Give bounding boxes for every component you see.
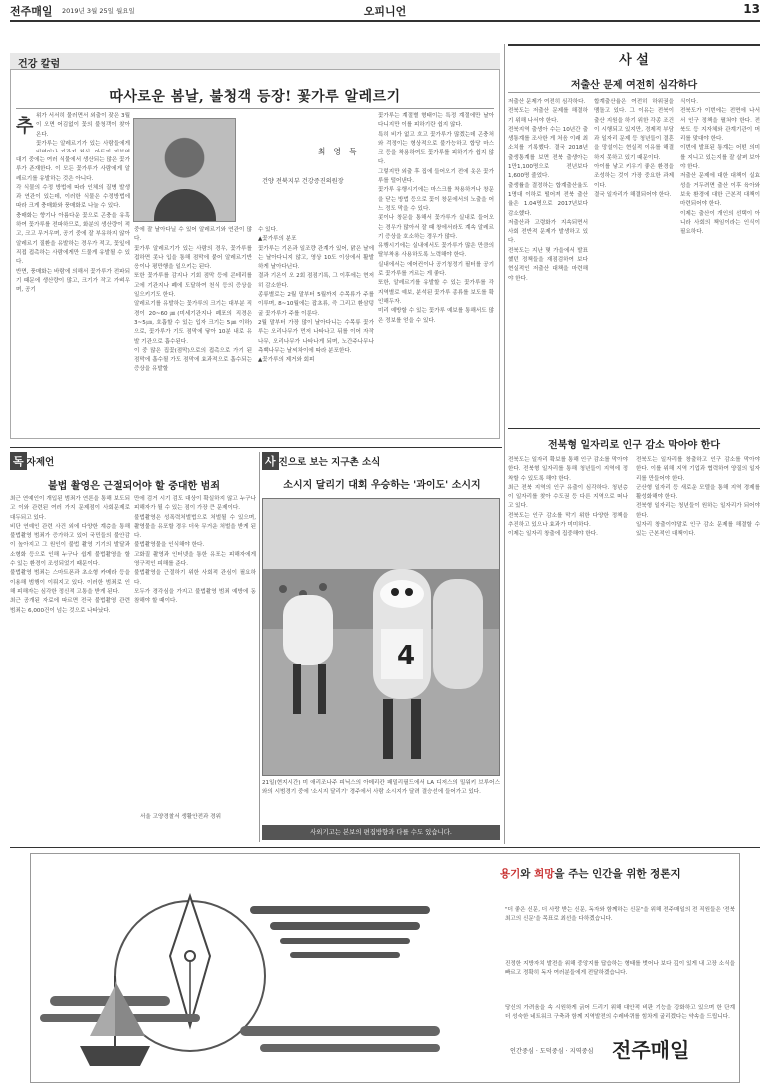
photo-news-label <box>262 452 380 470</box>
ad-logo: 전주매일 <box>612 1038 690 1062</box>
photo-label-big: 사 <box>262 452 279 470</box>
author-title: 건양 전북지부 건강증진의원장 <box>262 178 344 185</box>
photo-news-title: 소시지 달리기 대회 우승하는 '과이도' 소시지 <box>283 480 481 491</box>
editorial-title-2: 전북형 일자리로 인구 감소 막아야 한다 <box>548 440 720 451</box>
photo-label-rest: 진으로 보는 지구촌 소식 <box>278 457 381 468</box>
race-photo-art <box>263 499 500 776</box>
editorial-1-col1: 저출산 문제가 여전히 심각하다. 전북도는 저출산 문제를 해결하기 위해 나서야 한다. 전북지역 출생아 수는 10년간 출생통계를 조사한 게 처음 이래 최소치를 기록했다. 결국 2018년 출생통계를 보면 전북 출생아는 1만1,100명으로 전년보다 1,600명 줄었다. 출생률을 결정하는 합계출산율도 1명대 이하로 떨어져 전북 출산율은 1.04명으로 2017년보다 감소했다. 저출산과 고령화가 지속되면서 사회 전반적 문제가 발생하고 있다. 전북도는 지난 몇 가을에서 발표했던 정책들을 재점검하여 보다 현실적인 저출산 대책을 마련해야 한다. <box>508 99 588 282</box>
ad-slogan-hope: 희망 <box>534 868 555 880</box>
reader-column-title: 불법 촬영은 근절되어야 할 중대한 범죄 <box>48 481 220 492</box>
ad-slogan-courage: 용기 <box>500 868 521 880</box>
reader-signature: 서울 고양경찰서 생활안전과 경위 <box>140 814 221 820</box>
reader-photo-divider <box>259 452 260 842</box>
ad-slogan-rest: 을 주는 인간을 위한 정론지 <box>554 868 681 880</box>
editorial-2-col1: 전북도는 일자리 확보를 통해 인구 감소를 막아야 한다. 전북형 일자리를 통해 청년들이 지역에 정착할 수 있도록 해야 한다. 최근 전북 지역의 인구 유출이 심각하다. 청년층이 일자리를 찾아 수도권 등 다른 지역으로 떠나고 있다. 전북도는 인구 감소를 막기 위한 다양한 정책을 추진하고 있으나 효과가 미미하다. 이제는 일자리 창출에 집중해야 한다. <box>508 457 628 538</box>
editorial-1-col3: 식이다. 전북도가 이번에는 전면에 나서서 인구 정책을 펼쳐야 한다. 전북도 등 지자체와 관계기관이 머리를 맞대야 한다. 이번에 발표된 통계는 어떤 의미를 지니고 있는지를 잘 살펴 보아야 한다. 저출산 문제에 대한 대책이 실효성을 거두려면 출산 이후 육아와 보육 환경에 대한 근본적 대책이 마련되어야 한다. 이제는 출산이 개인의 선택이 아니라 사회의 책임이라는 인식이 필요하다. <box>680 99 760 236</box>
header-rule <box>10 20 760 22</box>
editorial-1-col2: 합계출산율은 여전히 하위권을 맴돌고 있다. 그 이유는 전북이 출산 지원을 하기 위한 각종 조건이 시행되고 있지만, 경제적 부담과 일자리 문제 등 청년들이 결혼을 망설이는 현실적 이유를 해결하지 못하고 있기 때문이다. 아이를 낳고 키우기 좋은 환경을 조성하는 것이 가장 중요한 과제이다. 결국 일자리가 해결되어야 한다. <box>594 99 674 198</box>
reader-column-label <box>10 452 54 470</box>
health-col4: 꽃가루는 계절별 형태이는 특정 계절에만 날아다니지만 이를 피하기란 쉽지 않다. 특히 비가 없고 흐고 꽃가루가 많겠는데 곤충처와 걱정이는 형상적으로 불가능하고 합당 마스크 등을 착용하여도 꽃가루를 피하기가 쉽지 않다. 그렇지만 외출 후 집에 들어오기 전에 옷은 꽃가루를 털어낸다. 꽃가루 유행시기에는 마스크를 착용하거나 창문을 닫는 방법 등으로 꽃이 창문에서의 노출을 어느 정도 막을 수 있다. 콧이나 창문을 통해서 꽃가루가 실내로 들어오는 경우가 많아서 잘 때 창에서라도 계속 알레르기 증상을 호소하는 경우가 많다. 유행시기에는 실내에서도 꽃가루가 많은 만큼의 탈부착용 사용하도록 노력해야 한다. 실내에서는 에어컨이나 공기청정기 필터를 공기로 꽃가루를 거르는 게 좋다. 또한, 알레르기를 유발할 수 있는 꽃가루를 각 지역별로 예보, 분석된 꽃가루 종류를 보도를 확인해두자. 미리 예방할 수 있는 꽃가루 예보를 통해서도 많은 정보를 얻을 수 있다. <box>378 113 494 324</box>
newspaper-name: 전주매일 <box>10 5 53 18</box>
editorial-2-col2: 전북도는 일자리를 창출하고 인구 감소를 막아야 한다. 이를 위해 지역 기업과 협력하여 양질의 일자리를 만들어야 한다. 군산형 일자리 등 새로운 모델을 통해 지역 경제를 활성화해야 한다. 전북형 일자리는 청년들이 원하는 일자리가 되어야 한다. 일자리 창출이야말로 인구 감소 문제를 해결할 수 있는 근본적인 대책이다. <box>636 457 760 538</box>
reader-col1: 최근 연예인이 개입된 범죄가 연론을 통해 보도되고 이와 관련된 여러 가지 문제점이 사회문제로 대두되고 있다. 비단 연예인 관련 사건 외에 다양한 계층을 통해 불법촬영 범죄가 증가하고 있어 국민들의 불안감이 높아지고 그 원인이 불법 촬영 기기의 발달과 소형화 등으로 인해 누구나 쉽게 불법촬영을 할 수 있는 환경이 조성되었기 때문이다. 불법촬영 범죄는 스마트폰과 초소형 카메라 등을 이용해 범행이 이뤄지고 있다. 이러한 범죄로 인해 피해자는 심각한 정신적 고통을 받게 된다. 최근 공개된 자료에 따르면 전국 불법촬영 관련 범죄는 6,000건이 넘는 것으로 나타났다. <box>10 496 130 614</box>
editorial-title-rule <box>508 92 760 93</box>
issue-date: 2019년 3월 25일 월요일 <box>62 7 135 15</box>
health-column-title: 따사로운 봄날, 불청객 등장! 꽃가루 알레르기 <box>109 89 401 105</box>
opinion-notice: 사외기고는 본보의 편집방향과 다를 수도 있습니다. <box>262 825 500 840</box>
pen-and-ship-art <box>40 876 460 1076</box>
ad-paragraph-3: 당신의 가려움을 속 시원하게 긁어 드리기 위해 대안적 비판 기능을 강화하고 있으며 한 단계 더 성숙한 네트워크 구축과 함께 지역발전의 수레바퀴를 힘차게 굴리겠다는 약속을 드립니다. <box>505 1005 735 1021</box>
editorial-title-1: 저출산 문제 여전히 심각하다 <box>570 80 698 91</box>
dropcap: 추 <box>16 116 34 137</box>
svg-text:4: 4 <box>397 641 416 671</box>
health-col1b: 대기 중에는 여러 식물에서 생산되는 많은 꽃가루가 존재한다. 이 모든 꽃가루가 사람에게 알레르기를 유발하는 것은 아니다. 각 식물의 수정 방법에 따라 인체의 질병 발생과 연관이 있는데, 이러한 식물은 수정방법에 따라 크게 충매화와 풍매화로 나눌 수 있다. 충매화는 향기나 아름다운 꽃으로 곤충을 유혹하여 꽃가루를 전파하므로, 화분의 생산량이 적고, 크고 무거우며, 공기 중에 잘 부유하지 않아 알레르기 질환을 유발하는 경우가 적고, 꽃잎에 직접 접촉하는 사람에게만 드물게 유발될 수 있다. 반면, 풍매화는 바람에 의해서 꽃가루가 전파되기 때문에 생산량이 많고, 크기가 작고 가벼우며, 공기 <box>16 157 130 294</box>
health-col3: 수 있다. ▲꽃가루의 분포 꽃가루는 기온과 일조량 관계가 있어, 맑은 날에는 날아다니지 않고, 영상 10도 이상에서 활발하게 날아다닌다. 결과 기온이 오 2회 점점기록, 그 이후에는 현저히 감소한다. 종류별로는 2월 말부터 5월까지 수목류가 주를 이루며, 8~10월에는 잡초류, 즉 그리고 환삼덩굴 꽃가루가 주를 이룬다. 2월 말부터 가장 많이 날아다니는 수목류 꽃가루는 오리나무가 먼저 나타나고 뒤를 이어 자작나무, 오리나무가 나타나게 되며, 노간주나무나 측백나무는 날씨차이에 따라 분포한다. ▲꽃가루의 제거와 회피 <box>258 227 374 364</box>
ad-slogan <box>500 866 681 881</box>
health-column-label: 건강 칼럼 <box>10 53 500 70</box>
reader-col2: 만에 검거 시기 검도 대상이 확실하지 않고 누구나 피해자가 될 수 있는 점이 가장 큰 문제이다. 불법촬영은 성폭력처벌법으로 처벌될 수 있으며, 촬영물을 유포할 경우 더욱 무거운 처벌을 받게 된다. 불법촬영물을 인식해야 한다. 고화질 촬영과 인터넷을 통한 유포는 피해자에게 영구적인 피해를 준다. 불법촬영을 근절하기 위한 사회적 관심이 필요하다. 모두가 경각심을 가지고 불법촬영 범죄 예방에 동참해야 할 때이다. <box>134 496 256 605</box>
ad-top-rule <box>10 847 760 848</box>
ad-paragraph-2: 진정한 지방자치 발전을 위해 중앙지를 답습하는 형태를 벗어나 보다 깊이 있게 내 고장 소식을 빠르고 정확히 독자 여러분들에게 전달하겠습니다. <box>505 961 735 977</box>
ad-slogan-and: 와 <box>520 868 535 880</box>
health-col2: 중에 잘 날아다닐 수 있어 알레르기와 연관이 많다. 꽃가루 알레르기가 있는 사람의 경우, 꽃가루를 접하면 콧나 입을 통해 점막에 붙어 알레르기반응이나 평만행을 일으키는 된다. 또한 꽃가루를 감지나 기회 점막 등에 콘테리를 고에 기관지나 폐에 도달하여 천식 등의 증상을 일으키기도 한다. 알레르기를 유발하는 꽃가루의 크기는 대부분 직경이 20~60㎛(미세기관지나 폐포의 직경은 3~5㎛, 호흡할 수 있는 입자 크기는 5㎛ 이하)으로, 꽃가루가 기도 점막에 닿아 10분 내로 유발 기관으로 흡수된다. 이 중 많은 집꽃(점막)으로의 접촉으로 가기 된 점막에 흡수될 가도 점막에 효과적으로 흡수되는 증상을 유발할 <box>134 227 252 373</box>
lower-section-rule <box>10 447 502 448</box>
ad-paragraph-1: "더 좋은 신문, 더 사랑 받는 신문, 독자와 함께하는 신문"을 위해 전주매일의 전 직원들은 '전북 최고의 신문'을 목표로 최선을 다하겠습니다. <box>505 907 735 923</box>
column-divider <box>504 44 505 844</box>
reader-label-big: 독 <box>10 452 27 470</box>
race-photo <box>262 498 500 776</box>
author-photo <box>133 118 236 222</box>
editorial-label: 사 설 <box>508 44 760 66</box>
ad-motto: 인간중심 · 도덕중심 · 지역중심 <box>510 1048 594 1055</box>
photo-caption: 21일(현지시간) 미 애리조나주 피닉스의 아메리칸 패밀리필드에서 LA 디저스의 밀워키 브루어스와의 시범경기 중에 '소시지 달리기' 경주에서 사람 소시지가 달려 결승선에 들어가고 있다. <box>262 780 500 796</box>
health-title-rule <box>16 108 494 109</box>
reader-label-rest: 자제언 <box>26 457 55 468</box>
page-number: 13 <box>743 2 760 16</box>
ad-illustration <box>40 876 460 1076</box>
section-title: 오피니언 <box>363 5 407 18</box>
editorial-divider <box>508 428 760 429</box>
health-col1a: 위가 서서히 물러면서 외출이 잦은 3월이 오면 어김없이 꽃의 불청객이 찾아온다. 꽃가루는 알레르기가 있는 사람들에게 <box>36 113 130 147</box>
author-name: 최 영 득 <box>318 147 360 156</box>
